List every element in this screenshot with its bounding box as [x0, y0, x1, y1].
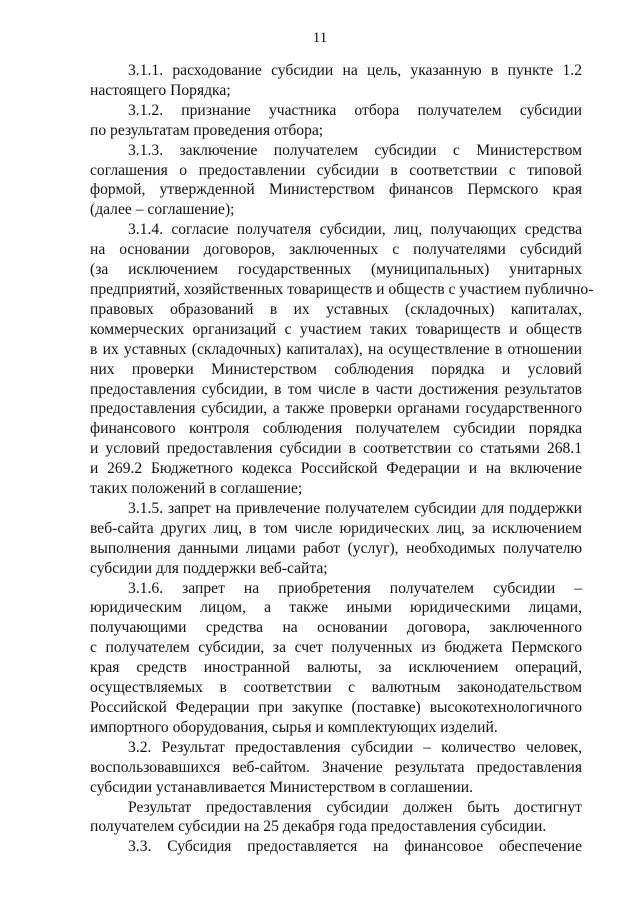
text-line: коммерческих организаций с участием таких товариществ и обществ — [90, 320, 582, 338]
text-line: 3.3. Субсидия предоставляется на финансовое обеспечение — [128, 838, 582, 856]
page-number: 11 — [312, 30, 328, 46]
text-line: 3.2. Результат предоставления субсидии – количество человек, — [128, 738, 582, 756]
paragraph — [90, 798, 582, 838]
text-line: формой, утвержденной Министерством финансов Пермского края — [90, 181, 582, 199]
text-line: 3.1.2. признание участника отбора получателем субсидии — [128, 101, 582, 119]
text-line: с получателем субсидии, за счет полученных из бюджета Пермского — [90, 639, 582, 657]
text-line: соглашения о предоставлении субсидии в соответствии с типовой — [90, 161, 582, 179]
text-line: веб-сайта других лиц, в том числе юридических лиц, за исключением — [90, 519, 582, 537]
text-line: и 269.2 Бюджетного кодекса Российской Федерации и на включение — [90, 460, 582, 478]
text-line: 3.1.3. заключение получателем субсидии с Министерством — [128, 141, 582, 159]
text-line: правовых образований в их уставных (складочных) капиталах, — [90, 300, 582, 318]
text-line: получающими средства на основании договора, заключенного — [90, 619, 582, 637]
paragraph — [90, 579, 582, 738]
paragraph — [90, 101, 582, 141]
text-line: на основании договоров, заключенных с получателями субсидий — [90, 241, 582, 259]
text-line: финансового контроля соблюдения получателем субсидии порядка — [90, 420, 582, 438]
text-line: импортного оборудования, сырья и комплектующих изделий. — [90, 718, 498, 736]
text-line: субсидии устанавливается Министерством в соглашении. — [90, 778, 473, 796]
text-line: выполнения данными лицами работ (услуг), необходимых получателю — [90, 539, 582, 557]
text-line: воспользовавшихся веб-сайтом. Значение результата предоставления — [90, 758, 582, 776]
text-line: Российской Федерации при закупке (поставке) высокотехнологичного — [90, 699, 582, 716]
text-line: получателем субсидии на 25 декабря года предоставления субсидии. — [90, 818, 547, 836]
paragraph — [90, 141, 582, 221]
text-line: 3.1.1. расходование субсидии на цель, указанную в пункте 1.2 — [128, 62, 582, 79]
text-line: таких положений в соглашение; — [90, 480, 303, 498]
text-line: Результат предоставления субсидии должен быть достигнут — [128, 798, 582, 816]
document-body — [90, 61, 594, 857]
text-line: предоставления субсидии, в том числе в части достижения результатов — [90, 380, 582, 398]
text-line: (за исключением государственных (муниципальных) унитарных — [90, 261, 582, 279]
text-line: настоящего Порядка; — [90, 81, 231, 99]
text-line: юридическим лицом, а также иными юридическими лицами, — [90, 599, 582, 617]
text-line: предприятий, хозяйственных товариществ и обществ с участием публично- — [90, 280, 594, 298]
text-line: субсидии для поддержки веб-сайта; — [90, 559, 328, 577]
text-line: в их уставных (складочных) капиталах), на осуществление в отношении — [90, 340, 582, 358]
paragraph — [90, 220, 594, 499]
text-line: по результатам проведения отбора; — [90, 121, 324, 139]
text-line: края средств иностранной валюты, за исключением операций, — [90, 659, 582, 677]
text-line: 3.1.4. согласие получателя субсидии, лиц, получающих средства — [128, 221, 582, 239]
paragraph — [90, 738, 582, 798]
paragraph — [90, 499, 582, 579]
paragraph — [90, 837, 582, 857]
text-line: предоставления субсидии, а также проверки органами государственного — [90, 400, 582, 418]
paragraph — [90, 61, 582, 101]
text-line: 3.1.5. запрет на привлечение получателем субсидии для поддержки — [128, 499, 582, 517]
text-line: осуществляемых в соответствии с валютным законодательством — [90, 679, 582, 697]
text-line: 3.1.6. запрет на приобретения получателем субсидии – — [128, 579, 582, 597]
text-line: и условий предоставления субсидии в соответствии со статьями 268.1 — [90, 440, 582, 458]
text-line: (далее – соглашение); — [90, 201, 235, 219]
text-line: них проверки Министерством соблюдения порядка и условий — [90, 360, 582, 378]
